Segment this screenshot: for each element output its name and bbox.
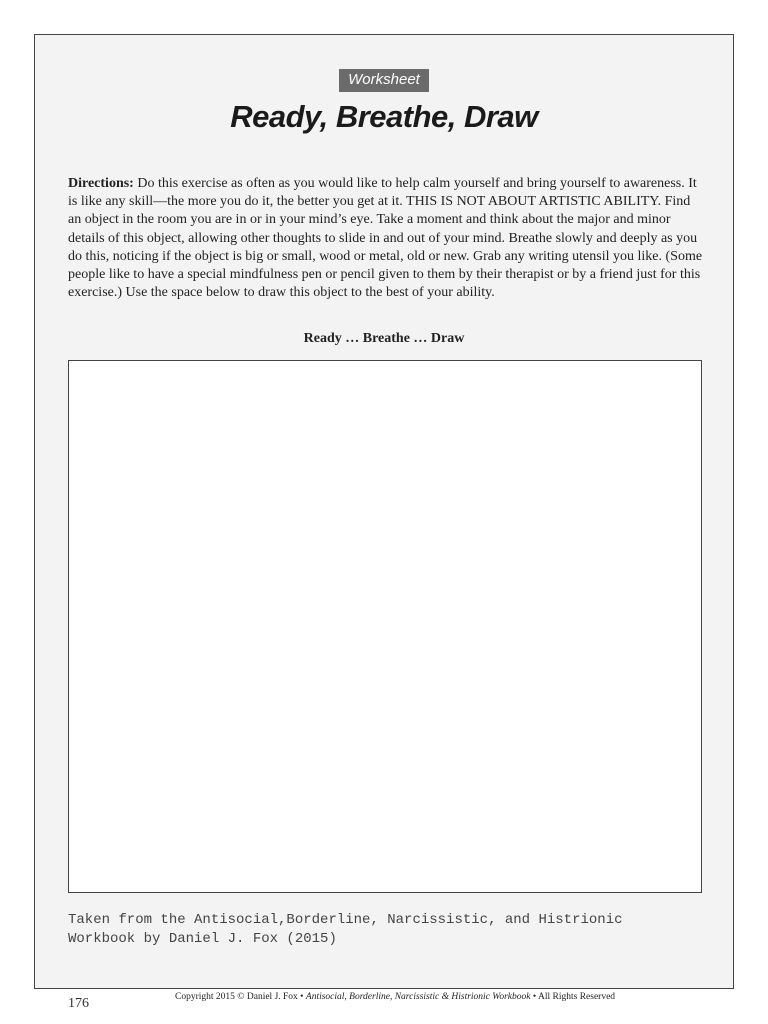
directions-label: Directions:: [68, 176, 134, 191]
worksheet-badge-wrapper: [35, 69, 733, 92]
book-title: Antisocial, Borderline, Narcissistic & Histrionic Workbook: [305, 992, 531, 1002]
worksheet-page: [34, 34, 734, 989]
directions-text: Do this exercise as often as you would like to help calm yourself and bring yourself to awareness. It is like any skill—the more you do it, the better you get at it. THIS IS NOT ABOUT ARTISTIC ABILITY. Find an object in the room you are in or in your mind’s eye. Take a moment and think about the major and minor details of this object, allowing other thoughts to slide in and out of your mind. Breathe slowly and deeply as you do this, noticing if the object is big or small, wood or metal, old or new. Grab any writing utensil you like. (Some people like to have a special mindfulness pen or pencil given to them by their therapist or by a friend just for this exercise.) Use the space below to draw this object to the best of your ability.: [68, 176, 703, 301]
source-note: [68, 911, 708, 949]
source-note-line-1: Taken from the Antisocial,Borderline, Narcissistic, and Histrionic: [68, 912, 623, 928]
drawing-subheading: Ready … Breathe … Draw: [303, 331, 465, 346]
directions-paragraph: [68, 175, 704, 302]
page-title: Ready, Breathe, Draw: [230, 99, 538, 134]
copyright-suffix: • All Rights Reserved: [530, 992, 616, 1002]
worksheet-badge: Worksheet: [339, 69, 429, 92]
drawing-area[interactable]: [68, 360, 702, 893]
source-note-line-2: Workbook by Daniel J. Fox (2015): [68, 931, 337, 947]
copyright-prefix: Copyright 2015 © Daniel J. Fox •: [175, 992, 306, 1002]
copyright-line: [175, 992, 615, 1002]
page-number: 176: [68, 996, 89, 1011]
